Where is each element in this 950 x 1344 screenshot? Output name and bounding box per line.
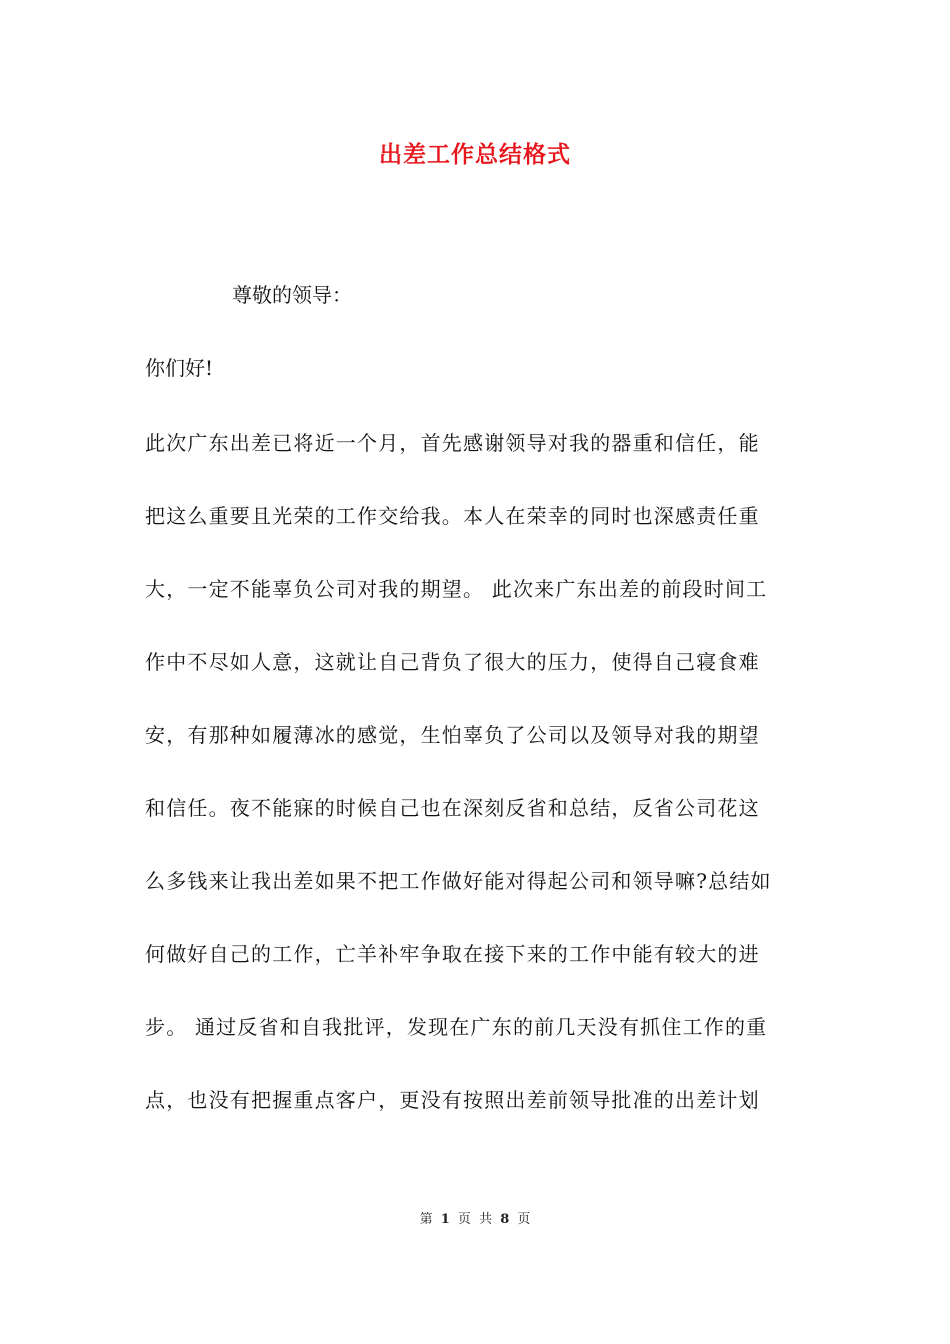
body-text	[145, 428, 815, 1158]
footer-page-word: 页	[457, 1212, 471, 1227]
body-line: 么多钱来让我出差如果不把工作做好能对得起公司和领导嘛?总结如	[145, 869, 772, 893]
page-footer	[0, 1210, 950, 1230]
footer-suffix: 页	[517, 1212, 531, 1227]
footer-prefix: 第	[419, 1212, 433, 1227]
document-title: 出差工作总结格式	[379, 141, 571, 168]
footer-total-prefix: 共	[479, 1212, 493, 1227]
body-line: 安，有那种如履薄冰的感觉，生怕辜负了公司以及领导对我的期望	[145, 723, 760, 747]
greeting: 你们好!	[145, 356, 214, 380]
body-line: 何做好自己的工作，亡羊补牢争取在接下来的工作中能有较大的进	[145, 942, 760, 966]
body-line: 此次广东出差已将近一个月，首先感谢领导对我的器重和信任，能	[145, 431, 760, 455]
body-line: 点，也没有把握重点客户，更没有按照出差前领导批准的出差计划	[145, 1088, 760, 1112]
body-line: 大，一定不能辜负公司对我的期望。 此次来广东出差的前段时间工	[145, 577, 768, 601]
current-page-number: 1	[440, 1212, 450, 1227]
body-line: 作中不尽如人意，这就让自己背负了很大的压力，使得自己寝食难	[145, 650, 760, 674]
salutation: 尊敬的领导：	[232, 283, 352, 307]
body-line: 步。 通过反省和自我批评，发现在广东的前几天没有抓住工作的重	[145, 1015, 768, 1039]
body-line: 和信任。夜不能寐的时候自己也在深刻反省和总结，反省公司花这	[145, 796, 760, 820]
body-line: 把这么重要且光荣的工作交给我。本人在荣幸的同时也深感责任重	[145, 504, 760, 528]
total-pages-number: 8	[500, 1212, 510, 1227]
